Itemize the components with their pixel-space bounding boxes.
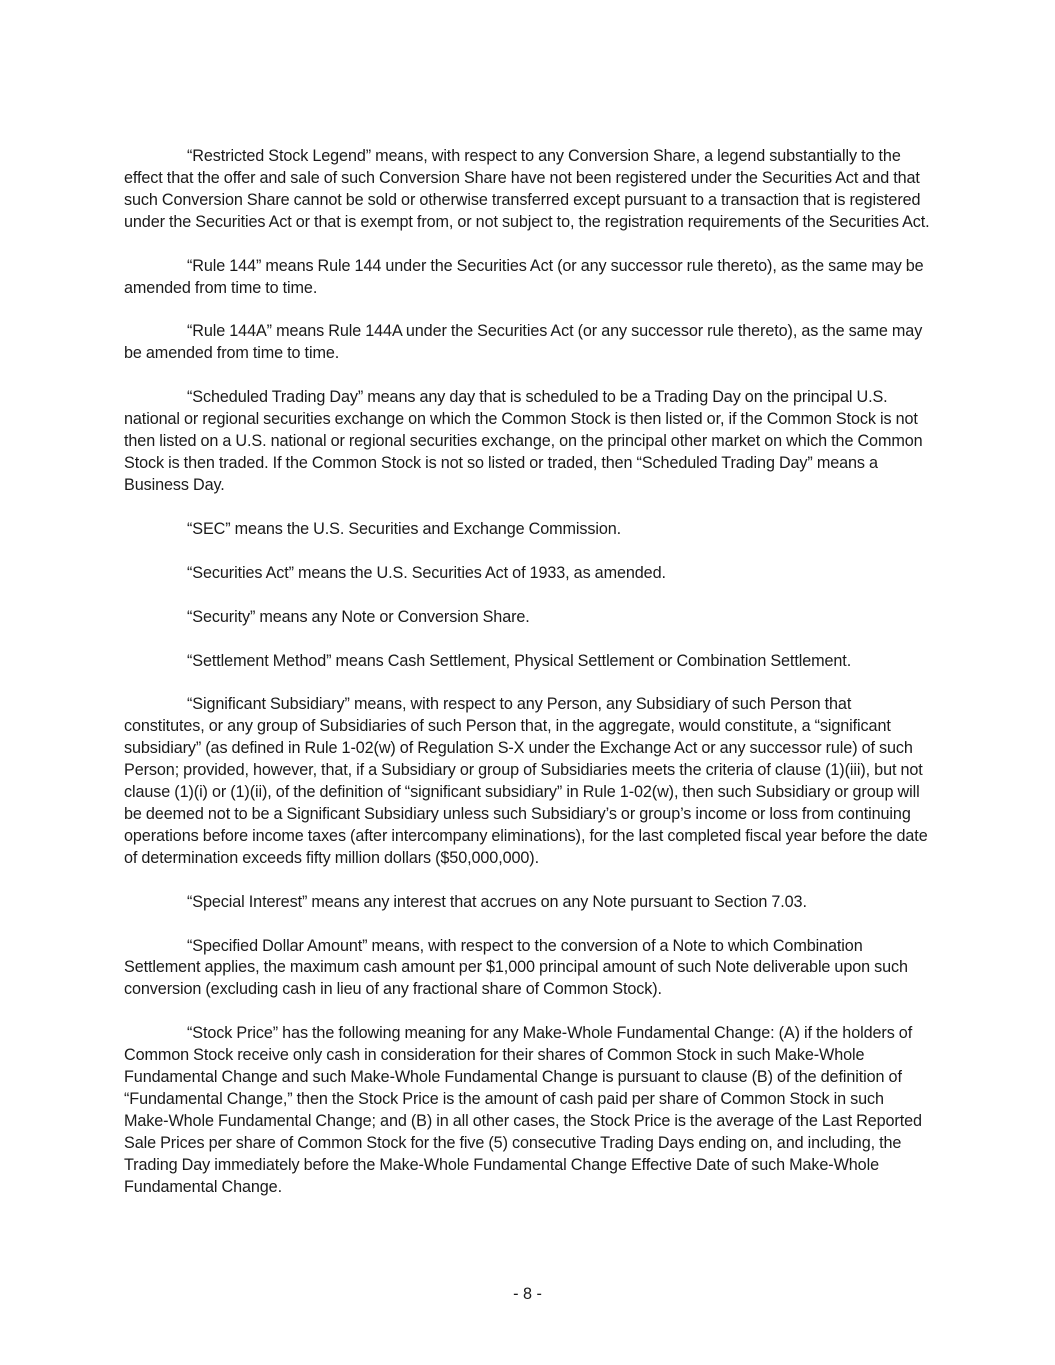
definition-restricted-stock-legend: “Restricted Stock Legend” means, with respect to any Conversion Share, a legend substantially to the effect that the offer and sale of such Conversion Share have not been registered under the Securities Act and that such Conversion Share cannot be sold or otherwise transferred except pursuant to a transaction that is registered under the Securities Act or that is exempt from, or not subject to, the registration requirements of the Securities Act. <box>124 147 930 231</box>
definition-special-interest: “Special Interest” means any interest that accrues on any Note pursuant to Section 7.03. <box>187 892 807 911</box>
definition-rule-144a: “Rule 144A” means Rule 144A under the Securities Act (or any successor rule thereto), as the same may be amended from time to time. <box>124 322 923 363</box>
definitions-body <box>124 146 932 1221</box>
definition-scheduled-trading-day: “Scheduled Trading Day” means any day that is scheduled to be a Trading Day on the principal U.S. national or regional securities exchange on which the Common Stock is then listed or, if the Common Stock is not then listed on a U.S. national or regional securities exchange, on the principal other market on which the Common Stock is then traded. If the Common Stock is not so listed or traded, then “Scheduled Trading Day” means a Business Day. <box>124 388 923 494</box>
definition-securities-act: “Securities Act” means the U.S. Securities Act of 1933, as amended. <box>187 563 666 582</box>
definition-security: “Security” means any Note or Conversion Share. <box>187 607 530 626</box>
definition-rule-144: “Rule 144” means Rule 144 under the Securities Act (or any successor rule thereto), as the same may be amended from time to time. <box>124 256 924 297</box>
definition-specified-dollar-amount: “Specified Dollar Amount” means, with respect to the conversion of a Note to which Combination Settlement applies, the maximum cash amount per $1,000 principal amount of such Note deliverable upon such conversion (excluding cash in lieu of any fractional share of Common Stock). <box>124 936 908 999</box>
definition-significant-subsidiary: “Significant Subsidiary” means, with respect to any Person, any Subsidiary of such Person that constitutes, or any group of Subsidiaries of such Person that, in the aggregate, would constitute, a “significant subsidiary” (as defined in Rule 1-02(w) of Regulation S-X under the Exchange Act or any successor rule) of such Person; provided, however, that, if a Subsidiary or group of Subsidiaries meets the criteria of clause (1)(iii), but not clause (1)(i) or (1)(ii), of the definition of “significant subsidiary” in Rule 1-02(w), then such Subsidiary or group will be deemed not to be a Significant Subsidiary unless such Subsidiary’s or group’s income or loss from continuing operations before income taxes (after intercompany eliminations), for the last completed fiscal year before the date of determination exceeds fifty million dollars ($50,000,000). <box>124 695 928 867</box>
definition-sec: “SEC” means the U.S. Securities and Exchange Commission. <box>187 519 622 538</box>
definition-settlement-method: “Settlement Method” means Cash Settlement, Physical Settlement or Combination Settlement. <box>187 651 852 670</box>
page-number: - 8 - <box>513 1285 542 1303</box>
definition-stock-price: “Stock Price” has the following meaning for any Make-Whole Fundamental Change: (A) if the holders of Common Stock receive only cash in consideration for their shares of Common Stock in such Make-Whole Fundamental Change and such Make-Whole Fundamental Change is pursuant to clause (B) of the definition of “Fundamental Change,” then the Stock Price is the amount of cash paid per share of Common Stock in such Make-Whole Fundamental Change; and (B) in all other cases, the Stock Price is the average of the Last Reported Sale Prices per share of Common Stock for the five (5) consecutive Trading Days ending on, and including, the Trading Day immediately before the Make-Whole Fundamental Change Effective Date of such Make-Whole Fundamental Change. <box>124 1024 922 1196</box>
